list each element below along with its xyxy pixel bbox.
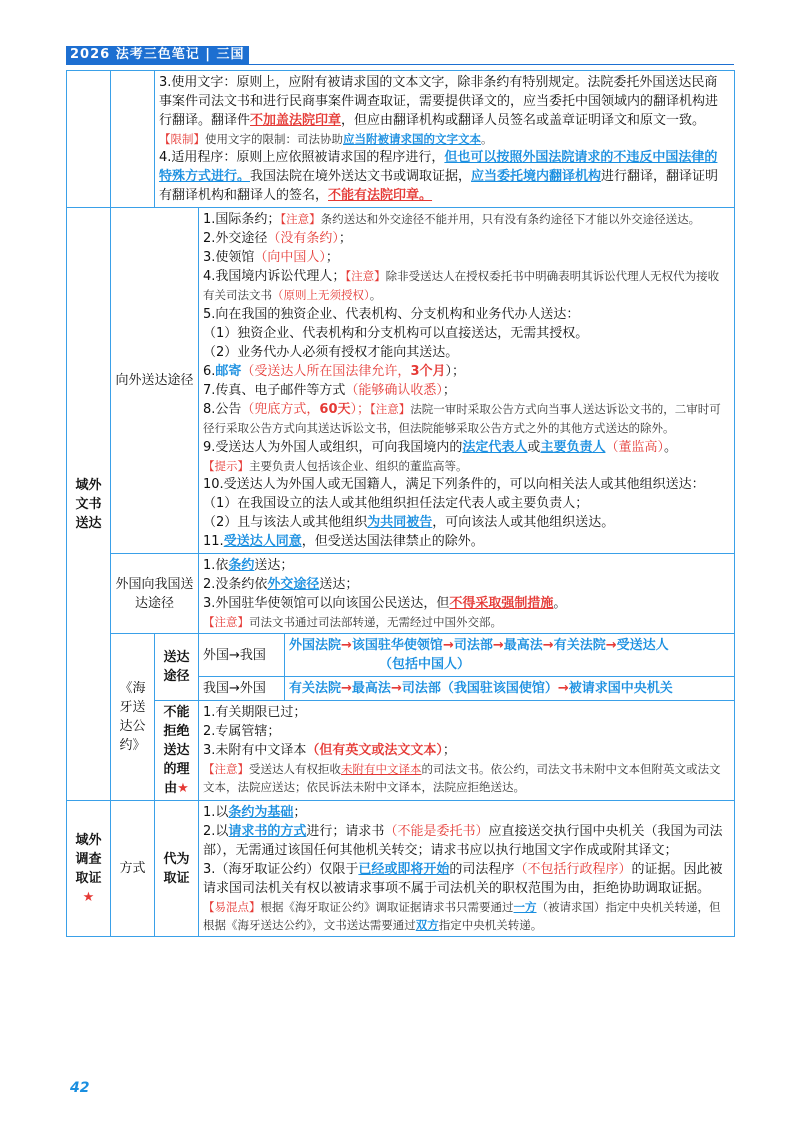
list-item: 5.向在我国的独资企业、代表机构、分支机构和业务代办人送达：	[203, 307, 580, 322]
note: 【提示】主要负责人包括该企业、组织的董监高等。	[203, 459, 468, 473]
list-item: 1.有关期限已过；	[203, 705, 307, 720]
header-rule	[66, 64, 734, 65]
list-item: 7.传真、电子邮件等方式（能够确认收悉）；	[203, 383, 456, 398]
section-label: 域外文书送达	[67, 208, 111, 801]
star-icon: ★	[177, 781, 189, 796]
list-item: 2.专属管辖；	[203, 724, 281, 739]
route-row	[199, 677, 734, 700]
sub-label: 代为取证	[155, 801, 199, 937]
note: 【注意】司法文书通过司法部转递，无需经过中国外交部。	[203, 615, 502, 629]
route-label: 送达途径	[155, 634, 199, 701]
table-row	[67, 208, 735, 554]
content-cell	[155, 71, 735, 208]
list-item: 3.（海牙取证公约）仅限于已经或即将开始的司法程序（不包括行政程序）的证据。因此被请求国司法机关有权以被请求事项不属于司法机关的职权范围为由，拒绝协助调取证据。	[203, 862, 723, 896]
subsection-label: 向外送达途径	[111, 208, 199, 554]
content-cell	[199, 554, 735, 634]
list-item: 3.未附有中文译本（但有英文或法文文本）；	[203, 743, 456, 758]
list-item: 10.受送达人为外国人或无国籍人，满足下列条件的，可以向相关法人或其他组织送达：	[203, 477, 705, 492]
list-item: 3.外国驻华使领馆可以向该国公民送达，但不得采取强制措施。	[203, 596, 567, 611]
refuse-label: 不能拒绝送达的理由★	[155, 701, 199, 801]
empty-cell	[67, 71, 111, 208]
star-icon: ★	[82, 889, 95, 905]
table-row	[67, 801, 735, 937]
table-row	[67, 701, 735, 801]
notes-table	[66, 70, 735, 937]
list-item: 3.使领馆（向中国人）；	[203, 250, 339, 265]
list-item: （2）业务代办人必须有授权才能向其送达。	[203, 345, 459, 360]
route-row	[199, 634, 734, 677]
section-label: 域外调查取证 ★	[67, 801, 111, 937]
list-item: （1）独资企业、代表机构和分支机构可以直接送达，无需其授权。	[203, 326, 589, 341]
note: 【易混点】根据《海牙取证公约》调取证据请求书只需要通过一方（被请求国）指定中央机关转递，但根据《海牙送达公约》，文书送达需要通过双方指定中央机关转递。	[203, 900, 721, 932]
empty-cell	[111, 71, 155, 208]
header-title: 2026 法考三色笔记 | 三国	[66, 46, 249, 64]
list-item: 9.受送达人为外国人或组织，可向我国境内的法定代表人或主要负责人（董监高）。	[203, 440, 677, 455]
list-item: （2）且与该法人或其他组织为共同被告，可向该法人或其他组织送达。	[203, 515, 615, 530]
route-path: 有关法院→最高法→司法部（我国驻该国使馆）→被请求国中央机关	[289, 681, 673, 696]
list-item: 11.受送达人同意，但受送达国法律禁止的除外。	[203, 534, 484, 549]
content-cell	[199, 634, 735, 701]
route-direction: 我国→外国	[199, 677, 285, 700]
content-cell	[199, 701, 735, 801]
list-item: 6.邮寄（受送达人所在国法律允许，3个月）；	[203, 364, 465, 379]
list-item: 1.以条约为基础；	[203, 805, 307, 820]
paragraph: 3.使用文字：原则上，应附有被请求国的文本文字，除非条约有特别规定。法院委托外国送达民商事案件司法文书和进行民商事案件调查取证，需要提供译文的，应当委托中国领域内的翻译机构进行翻译。翻译件不加盖法院印章，但应由翻译机构或翻译人员签名或盖章证明译文和原文一致。	[159, 75, 719, 128]
table-row	[67, 634, 735, 701]
content-cell	[199, 801, 735, 937]
method-label: 方式	[111, 801, 155, 937]
content-cell	[199, 208, 735, 554]
list-item: 2.以请求书的方式进行；请求书（不能是委托书）应直接送交执行国中央机关（我国为司法部），无需通过该国任何其他机关转交；请求书应以执行地国文字作成或附其译文；	[203, 824, 723, 858]
paragraph: 4.适用程序：原则上应依照被请求国的程序进行，但也可以按照外国法院请求的不违反中国法律的特殊方式进行。我国法院在境外送达文书或调取证据，应当委托境内翻译机构进行翻译，翻译证明有翻译机构和翻译人的签名，不能有法院印章。	[159, 150, 719, 203]
list-item: 8.公告（兜底方式，60天）；【注意】法院一审时采取公告方式向当事人送达诉讼文书的，二审时可径行采取公告方式向其送达诉讼文书，但法院能够采取公告方式之外的其他方式送达的除外。	[203, 402, 721, 435]
route-path: 外国法院→该国驻华使领馆→司法部→最高法→有关法院→受送达人 （包括中国人）	[289, 638, 669, 672]
list-item: 2.没条约依外交途径送达；	[203, 577, 359, 592]
route-direction: 外国→我国	[199, 634, 285, 676]
subsection-label: 外国向我国送达途径	[111, 554, 199, 634]
note: 【限制】使用文字的限制：司法协助应当附被请求国的文字文本。	[159, 132, 493, 146]
table-row	[67, 554, 735, 634]
table-row	[67, 71, 735, 208]
list-item: 2.外交途径（没有条约）；	[203, 231, 352, 246]
list-item: （1）在我国设立的法人或其他组织担任法定代表人或主要负责人；	[203, 496, 589, 511]
list-item: 4.我国境内诉讼代理人；【注意】除非受送达人在授权委托书中明确表明其诉讼代理人无权代为接收有关司法文书（原则上无须授权）。	[203, 269, 720, 302]
page-number: 42	[70, 1080, 90, 1096]
note: 【注意】受送达人有权拒收未附有中文译本的司法文书。依公约，司法文书未附中文本但附英文或法文文本，法院应送达；依民诉法未附中文译本，法院应拒绝送达。	[203, 762, 721, 794]
subsection-label: 《海牙送达公约》	[111, 634, 155, 801]
list-item: 1.依条约送达；	[203, 558, 294, 573]
list-item: 1.国际条约；【注意】条约送达和外交途径不能并用，只有没有条约途径下才能以外交途径送达。	[203, 212, 701, 227]
